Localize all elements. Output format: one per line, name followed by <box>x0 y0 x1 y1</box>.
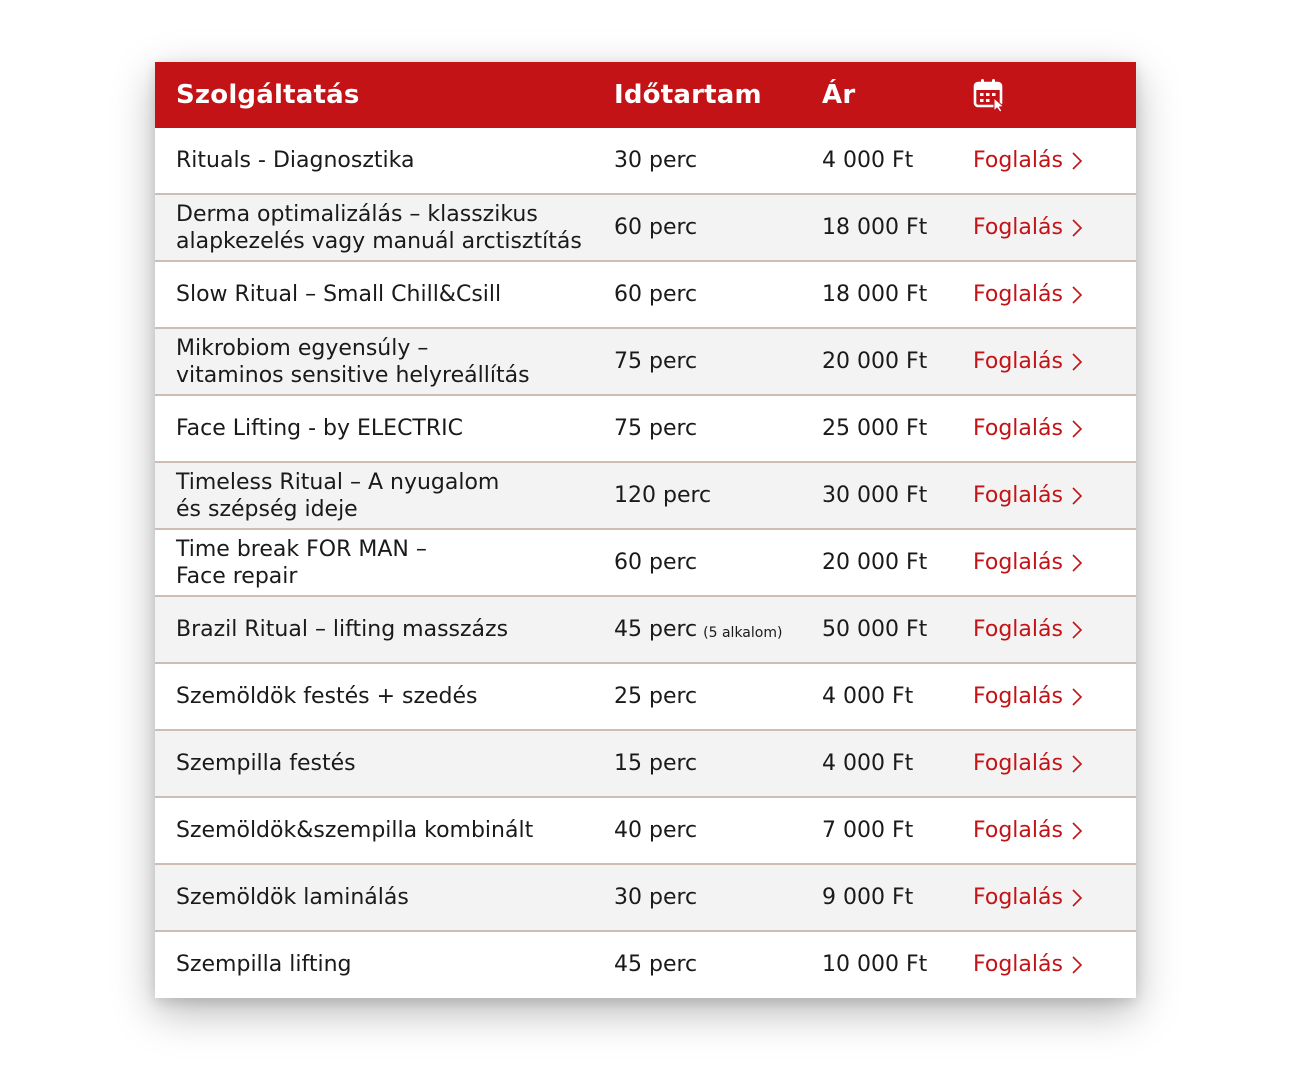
booking-link[interactable] <box>973 932 1083 997</box>
booking-link[interactable] <box>973 463 1083 528</box>
duration-value: 40 perc <box>614 818 698 843</box>
booking-link[interactable] <box>973 731 1083 796</box>
service-price: 25 000 Ft <box>822 416 928 441</box>
service-price: 20 000 Ft <box>822 550 928 575</box>
table-row <box>155 463 1136 530</box>
service-name: Derma optimalizálás – klasszikus alapkezelés vagy manuál arctisztítás <box>176 201 582 254</box>
table-body <box>155 128 1136 998</box>
booking-link[interactable] <box>973 865 1083 930</box>
service-name: Szemöldök festés + szedés <box>176 684 478 709</box>
duration-value: 45 perc <box>614 617 698 642</box>
service-duration <box>614 463 711 528</box>
service-price: 4 000 Ft <box>822 148 914 173</box>
service-name: Slow Ritual – Small Chill&Csill <box>176 282 502 307</box>
chevron-right-icon <box>1071 151 1083 171</box>
duration-value: 15 perc <box>614 751 698 776</box>
table-row <box>155 865 1136 932</box>
service-duration <box>614 396 697 461</box>
booking-link[interactable] <box>973 664 1083 729</box>
booking-link[interactable] <box>973 530 1083 595</box>
table-row <box>155 731 1136 798</box>
booking-label: Foglalás <box>973 215 1063 240</box>
service-duration <box>614 530 697 595</box>
chevron-right-icon <box>1071 821 1083 841</box>
service-price: 4 000 Ft <box>822 684 914 709</box>
booking-label: Foglalás <box>973 550 1063 575</box>
service-price: 10 000 Ft <box>822 952 928 977</box>
duration-note: (5 alkalom) <box>703 624 783 641</box>
table-row <box>155 664 1136 731</box>
booking-label: Foglalás <box>973 282 1063 307</box>
table-row <box>155 329 1136 396</box>
service-price: 4 000 Ft <box>822 751 914 776</box>
chevron-right-icon <box>1071 888 1083 908</box>
service-duration <box>614 195 697 260</box>
calendar-click-icon <box>973 78 1005 112</box>
service-name: Timeless Ritual – A nyugalom és szépség ideje <box>176 469 500 522</box>
booking-label: Foglalás <box>973 148 1063 173</box>
header-duration: Időtartam <box>614 80 762 110</box>
booking-link[interactable] <box>973 597 1083 662</box>
service-price: 7 000 Ft <box>822 818 914 843</box>
duration-value: 30 perc <box>614 148 698 173</box>
service-duration <box>614 865 697 930</box>
booking-label: Foglalás <box>973 483 1063 508</box>
header-price: Ár <box>822 80 856 110</box>
service-price: 30 000 Ft <box>822 483 928 508</box>
table-row <box>155 396 1136 463</box>
booking-label: Foglalás <box>973 416 1063 441</box>
chevron-right-icon <box>1071 218 1083 238</box>
service-name: Szempilla lifting <box>176 952 352 977</box>
service-name: Szemöldök laminálás <box>176 885 409 910</box>
booking-label: Foglalás <box>973 684 1063 709</box>
chevron-right-icon <box>1071 352 1083 372</box>
table-row <box>155 128 1136 195</box>
service-duration <box>614 798 697 863</box>
service-price: 20 000 Ft <box>822 349 928 374</box>
service-duration <box>614 664 697 729</box>
service-name: Mikrobiom egyensúly – vitaminos sensitive helyreállítás <box>176 335 530 388</box>
booking-link[interactable] <box>973 798 1083 863</box>
booking-label: Foglalás <box>973 617 1063 642</box>
booking-link[interactable] <box>973 396 1083 461</box>
booking-label: Foglalás <box>973 349 1063 374</box>
table-row <box>155 530 1136 597</box>
service-duration <box>614 262 697 327</box>
header-service: Szolgáltatás <box>176 80 360 110</box>
duration-value: 75 perc <box>614 349 698 374</box>
booking-link[interactable] <box>973 262 1083 327</box>
chevron-right-icon <box>1071 419 1083 439</box>
booking-link[interactable] <box>973 329 1083 394</box>
chevron-right-icon <box>1071 687 1083 707</box>
booking-label: Foglalás <box>973 818 1063 843</box>
booking-label: Foglalás <box>973 885 1063 910</box>
service-duration <box>614 932 697 997</box>
service-name: Brazil Ritual – lifting masszázs <box>176 617 509 642</box>
service-price: 9 000 Ft <box>822 885 914 910</box>
duration-value: 25 perc <box>614 684 698 709</box>
price-table <box>155 62 1136 998</box>
table-header <box>155 62 1136 128</box>
service-name: Szempilla festés <box>176 751 356 776</box>
service-price: 50 000 Ft <box>822 617 928 642</box>
service-duration <box>614 128 697 193</box>
chevron-right-icon <box>1071 553 1083 573</box>
chevron-right-icon <box>1071 620 1083 640</box>
service-price: 18 000 Ft <box>822 282 928 307</box>
table-row <box>155 195 1136 262</box>
table-row <box>155 798 1136 865</box>
table-row <box>155 932 1136 998</box>
service-price: 18 000 Ft <box>822 215 928 240</box>
chevron-right-icon <box>1071 754 1083 774</box>
duration-value: 120 perc <box>614 483 712 508</box>
booking-link[interactable] <box>973 195 1083 260</box>
duration-value: 75 perc <box>614 416 698 441</box>
service-duration <box>614 329 697 394</box>
service-name: Rituals - Diagnosztika <box>176 148 415 173</box>
duration-value: 60 perc <box>614 550 698 575</box>
booking-label: Foglalás <box>973 952 1063 977</box>
booking-label: Foglalás <box>973 751 1063 776</box>
table-row <box>155 597 1136 664</box>
service-name: Szemöldök&szempilla kombinált <box>176 818 534 843</box>
table-row <box>155 262 1136 329</box>
service-name: Time break FOR MAN – Face repair <box>176 536 427 589</box>
booking-link[interactable] <box>973 128 1083 193</box>
service-duration <box>614 597 782 662</box>
duration-value: 30 perc <box>614 885 698 910</box>
service-duration <box>614 731 697 796</box>
service-name: Face Lifting - by ELECTRIC <box>176 416 464 441</box>
duration-value: 60 perc <box>614 282 698 307</box>
duration-value: 45 perc <box>614 952 698 977</box>
chevron-right-icon <box>1071 955 1083 975</box>
duration-value: 60 perc <box>614 215 698 240</box>
chevron-right-icon <box>1071 285 1083 305</box>
chevron-right-icon <box>1071 486 1083 506</box>
